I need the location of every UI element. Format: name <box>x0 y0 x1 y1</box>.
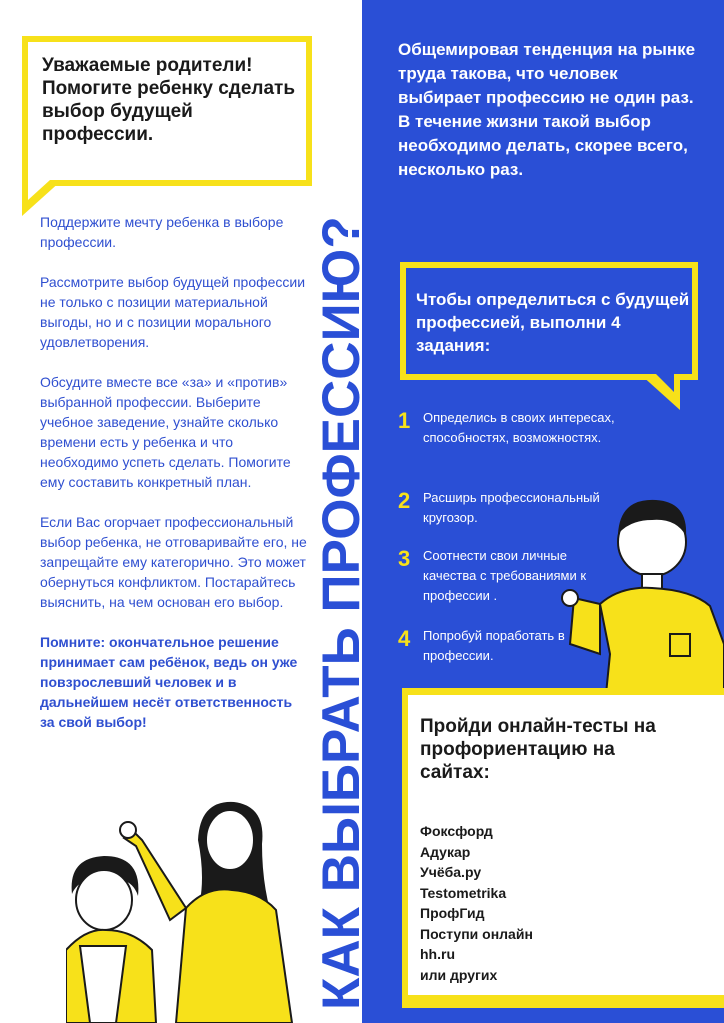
task-text: Попробуй поработать в профессии. <box>423 628 565 663</box>
task-number: 4 <box>398 626 411 651</box>
parents-advice <box>40 212 310 752</box>
tests-box <box>408 695 724 995</box>
task-text: Соотнести свои личные качества с требованиями к профессии . <box>423 548 587 603</box>
site-item: Учёба.ру <box>420 864 482 880</box>
task-number: 1 <box>398 408 411 433</box>
bubble-tail-inner <box>656 374 674 392</box>
tasks-bubble <box>400 262 698 380</box>
tests-heading: Пройди онлайн-тесты на профориентацию на сайтах: <box>420 716 656 783</box>
parents-bubble <box>22 36 312 186</box>
site-item: ПрофГид <box>420 905 485 921</box>
advice-paragraph: Поддержите мечту ребенка в выборе профессии. <box>40 214 284 250</box>
site-item: Поступи онлайн <box>420 925 533 942</box>
parents-heading: Уважаемые родители! Помогите ребенку сделать выбор будущей профессии. <box>42 55 296 145</box>
sites-list <box>420 821 533 985</box>
task-text: Расширь профессиональный кругозор. <box>423 490 600 525</box>
site-item: hh.ru <box>420 946 455 962</box>
advice-paragraph: Если Вас огорчает профессиональный выбор ребенка, не отговаривайте его, не запрещайте ему категорично. Это может обернуться конфликтом. Постарайтесь выяснить, на чем основан его выбор. <box>40 514 307 610</box>
parent-child-illustration <box>66 800 306 1023</box>
task-text: Определись в своих интересах, способностях, возможностях. <box>423 410 615 445</box>
advice-paragraph: Обсудите вместе все «за» и «против» выбранной профессии. Выберите учебное заведение, узнайте сколько времени есть у ребенка и что необходимо успеть сделать. Помогите ему составить конкретный план. <box>40 374 291 490</box>
bubble-tail-inner <box>28 180 50 200</box>
tasks-heading: Чтобы определиться с будущей профессией, выполни 4 задания: <box>416 290 690 355</box>
task-number: 3 <box>398 546 411 571</box>
site-item: Адукар <box>420 843 471 860</box>
site-item: Фоксфорд <box>420 823 493 839</box>
vertical-title: КАК ВЫБРАТЬ ПРОФЕССИЮ? <box>312 216 371 1010</box>
task-number: 2 <box>398 488 411 513</box>
site-item: или других <box>420 966 498 983</box>
intro-text: Общемировая тенденция на рынке труда такова, что человек выбирает профессию не один раз. В течение жизни такой выбор необходимо делать, скорее всего, несколько раз. <box>398 40 696 179</box>
site-item: Testometrika <box>420 884 507 901</box>
advice-paragraph: Рассмотрите выбор будущей профессии не только с позиции материальной выгоды, но и с позиции морального удовлетворения. <box>40 274 306 350</box>
advice-emphasis: Помните: окончательное решение принимает сам ребёнок, ведь он уже повзрослевший человек и в дальнейшем несёт ответственность за свой выбор! <box>40 634 298 730</box>
